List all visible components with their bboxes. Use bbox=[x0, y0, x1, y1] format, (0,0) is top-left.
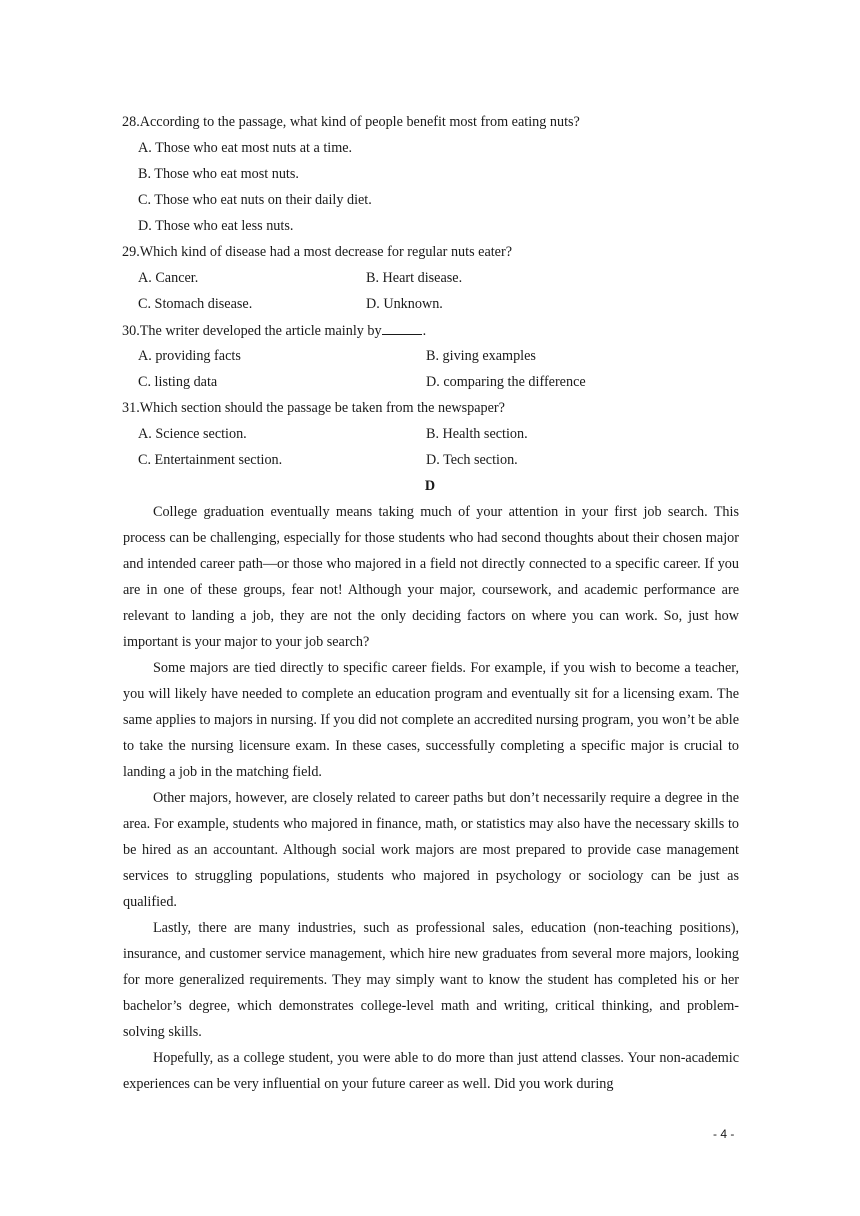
question-30-option-d: D. comparing the difference bbox=[426, 374, 586, 390]
page-number: - 4 - bbox=[713, 1127, 735, 1141]
passage-paragraph: Lastly, there are many industries, such as professional sales, education (non-teaching positions), insurance, and customer service management, which hire new graduates from several more majors, looking for more generalized requirements. They may simply want to know the student has completed his or her bachelor’s degree, which demonstrates college-level math and writing, critical thinking, and problem-solving skills. bbox=[123, 920, 739, 1040]
question-28-option-c: C. Those who eat nuts on their daily diet. bbox=[138, 192, 372, 208]
question-29-option-b: B. Heart disease. bbox=[366, 270, 463, 286]
question-30-stem bbox=[122, 320, 426, 341]
question-30-stem-text: 30.The writer developed the article mainly by bbox=[122, 323, 382, 339]
question-31-option-d: D. Tech section. bbox=[426, 452, 518, 468]
section-heading: D bbox=[424, 478, 436, 494]
question-29-option-a: A. Cancer. bbox=[138, 270, 199, 286]
question-28-stem: 28.According to the passage, what kind of people benefit most from eating nuts? bbox=[122, 114, 580, 130]
passage-paragraph: College graduation eventually means taking much of your attention in your first job search. This process can be challenging, especially for those students who had second thoughts about their chosen major and intended career path—or those who majored in a field not directly connected to a specific career. If you are in one of these groups, fear not! Although your major, coursework, and academic performance are relevant to landing a job, they are not the only deciding factors on where you can work. So, just how important is your major to your job search? bbox=[123, 504, 739, 650]
answer-blank bbox=[382, 320, 422, 335]
question-28-option-d: D. Those who eat less nuts. bbox=[138, 218, 294, 234]
question-30-option-a: A. providing facts bbox=[138, 348, 241, 364]
question-28-option-a: A. Those who eat most nuts at a time. bbox=[138, 140, 353, 156]
question-31-option-b: B. Health section. bbox=[426, 426, 528, 442]
question-31-option-c: C. Entertainment section. bbox=[138, 452, 283, 468]
question-31-option-a: A. Science section. bbox=[138, 426, 247, 442]
question-30-option-b: B. giving examples bbox=[426, 348, 536, 364]
question-31-stem: 31.Which section should the passage be taken from the newspaper? bbox=[122, 400, 505, 416]
passage-paragraph: Other majors, however, are closely related to career paths but don’t necessarily require a degree in the area. For example, students who majored in finance, math, or statistics may also have the necessary skills to be hired as an accountant. Although social work majors are most prepared to provide case management services to struggling populations, students who majored in psychology or sociology can be just as qualified. bbox=[123, 790, 739, 910]
question-29-option-c: C. Stomach disease. bbox=[138, 296, 253, 312]
passage-paragraph: Hopefully, as a college student, you were able to do more than just attend classes. Your non-academic experiences can be very influential on your future career as well. Did you work during bbox=[123, 1050, 739, 1092]
question-30-option-c: C. listing data bbox=[138, 374, 218, 390]
passage-paragraph: Some majors are tied directly to specific career fields. For example, if you wish to become a teacher, you will likely have needed to complete an education program and eventually sit for a licensing exam. The same applies to majors in nursing. If you did not complete an accredited nursing program, you won’t be able to take the nursing licensure exam. In these cases, successfully completing a specific major is crucial to landing a job in the matching field. bbox=[123, 660, 739, 780]
question-29-option-d: D. Unknown. bbox=[366, 296, 443, 312]
question-28-option-b: B. Those who eat most nuts. bbox=[138, 166, 299, 182]
question-29-stem: 29.Which kind of disease had a most decrease for regular nuts eater? bbox=[122, 244, 512, 260]
question-30-stem-end: . bbox=[422, 323, 427, 339]
